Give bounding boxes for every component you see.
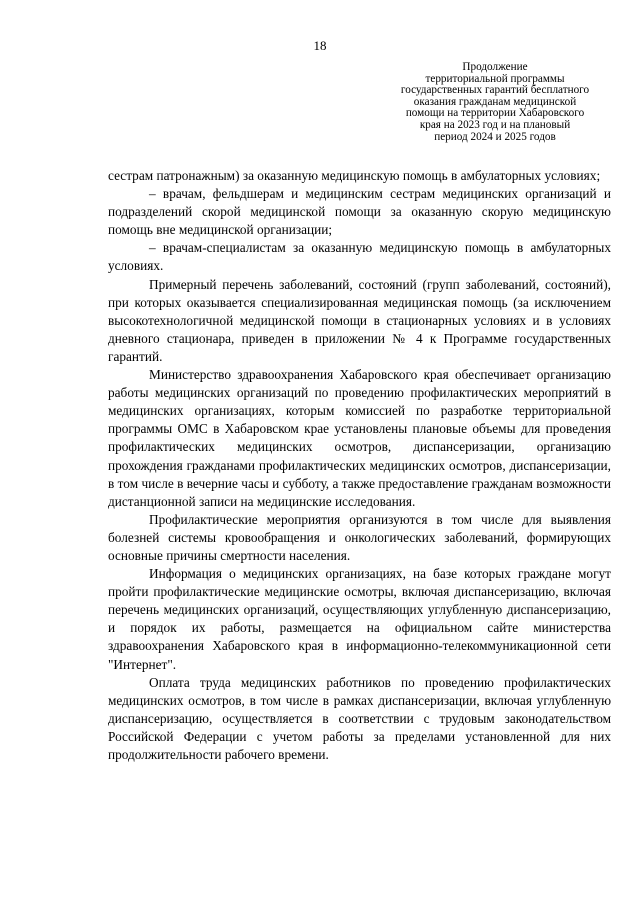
- paragraph-disease-list: Примерный перечень заболеваний, состояний (групп заболеваний, состояний), при которых оказывается специализированная медицинская помощь (за исключением высокотехнологичной медицинской помощи в стационарных условиях и в условиях дневного стационара, приведен в приложении № 4 к Программе государственных гарантий.: [108, 276, 611, 364]
- appendix-note-line: края на 2023 год и на плановый: [419, 118, 571, 131]
- appendix-note-line: период 2024 и 2025 годов: [434, 130, 556, 143]
- page-number: 18: [313, 38, 327, 53]
- appendix-note-line: оказания гражданам медицинской: [413, 95, 577, 108]
- document-body: [108, 167, 611, 764]
- appendix-note-line: помощи на территории Хабаровского: [405, 107, 585, 120]
- list-item-doctors-feldshers-nurses: – врачам, фельдшерам и медицинским сестрам медицинских организаций и подразделений скорой медицинской помощи за оказанную скорую медицинскую помощь вне медицинской организации;: [108, 186, 611, 238]
- list-item-specialist-doctors: – врачам-специалистам за оказанную медицинскую помощь в амбулаторных условиях.: [108, 240, 611, 274]
- appendix-note-line: территориальной программы: [425, 72, 565, 85]
- appendix-note-line: Продолжение: [462, 61, 528, 73]
- paragraph-organizations-information: Информация о медицинских организациях, на базе которых граждане могут пройти профилактические медицинские осмотры, включая диспансеризацию, включая перечень медицинских организаций, осуществляющих углубленную диспансеризацию, и порядок их работы, размещается на официальном сайте министерства здравоохранения Хабаровского края в информационно-телекоммуникационной сети "Интернет".: [108, 566, 611, 672]
- appendix-note: [380, 62, 610, 143]
- paragraph-continuation: сестрам патронажным) за оказанную медицинскую помощь в амбулаторных условиях;: [108, 168, 601, 183]
- appendix-note-line: государственных гарантий бесплатного: [400, 84, 590, 97]
- paragraph-labor-payment: Оплата труда медицинских работников по проведению профилактических медицинских осмотров, в том числе в рамках диспансеризации, включая углубленную диспансеризацию, осуществляется в соответствии с трудовым законодательством Российской Федерации с учетом работы за пределами установленной для них продолжительности рабочего времени.: [108, 674, 611, 762]
- paragraph-ministry-preventive-measures: Министерство здравоохранения Хабаровского края обеспечивает организацию работы медицинских организаций по проведению профилактических мероприятий в медицинских организациях, которым комиссией по разработке территориальной программы ОМС в Хабаровском крае установлены плановые объемы для проведения профилактических медицинских осмотров, диспансеризации, организацию прохождения гражданами профилактических медицинских осмотров, диспансеризации, в том числе в вечерние часы и субботу, а также предоставление гражданам возможности дистанционной записи на медицинские исследования.: [108, 367, 611, 509]
- paragraph-preventive-measures-purpose: Профилактические мероприятия организуются в том числе для выявления болезней системы кровообращения и онкологических заболеваний, формирующих основные причины смертности населения.: [108, 511, 611, 563]
